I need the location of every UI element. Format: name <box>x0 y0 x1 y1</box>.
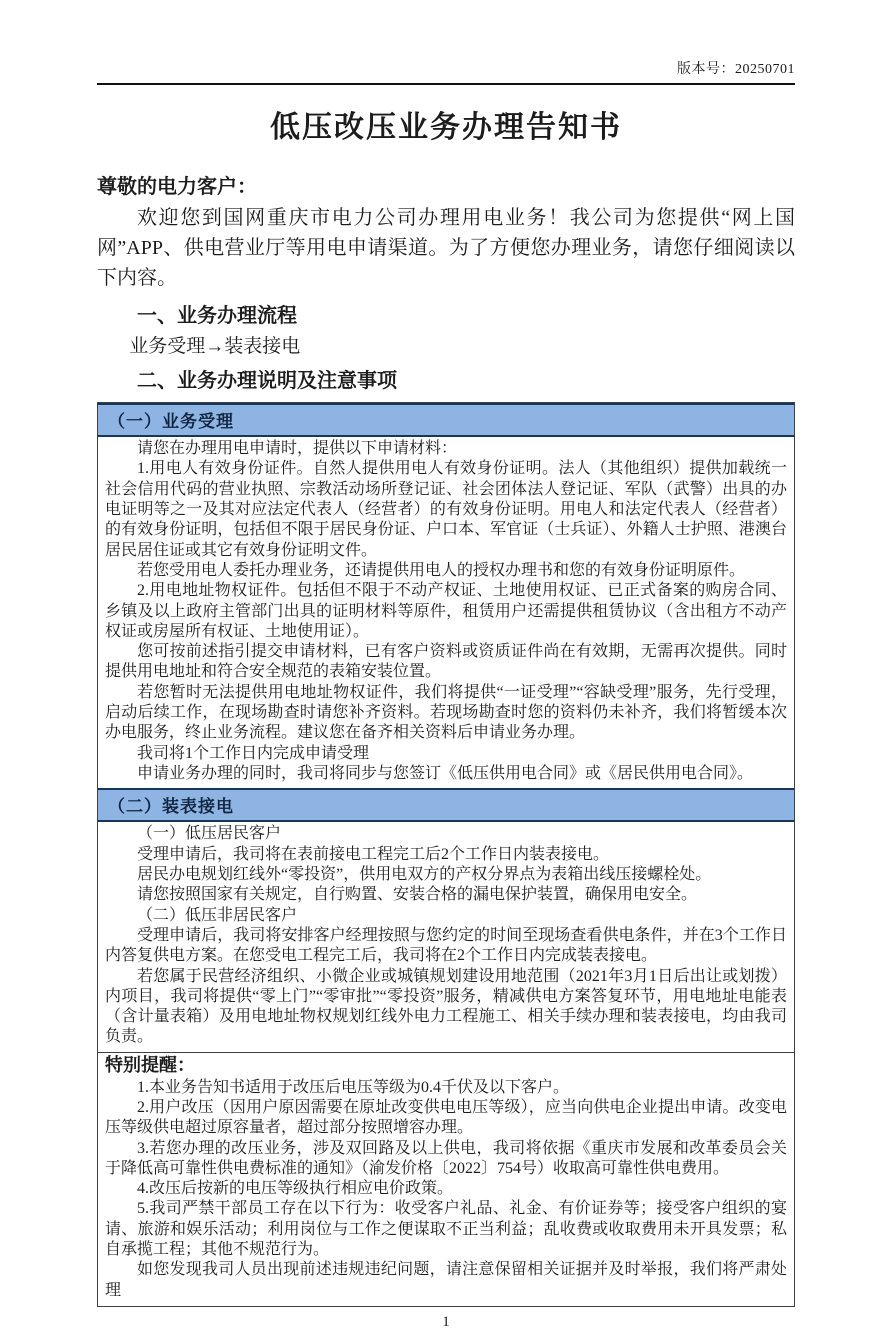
intro-paragraph: 欢迎您到国网重庆市电力公司办理用电业务！我公司为您提供“网上国网”APP、供电营业厅等用电申请渠道。为了方便您办理业务，请您仔细阅读以下内容。 <box>97 207 795 289</box>
paragraph: 若您属于民营经济组织、小微企业或城镇规划建设用地范围（2021年3月1日后出让或划拨）内项目，我司将提供“零上门”“零审批”“零投资”服务，精减供电方案答复环节，用电地址电能表（含计量表箱）及用电地址物权规划红线外电力工程施工、相关手续办理和装表接电，均由我司负责。 <box>105 967 787 1046</box>
paragraph: 1.本业务告知书适用于改压后电压等级为0.4千伏及以下客户。 <box>137 1078 570 1096</box>
paragraph: 请您按照国家有关规定，自行购置、安装合格的漏电保护装置，确保用电安全。 <box>137 886 698 904</box>
page-number: 1 <box>442 1314 450 1331</box>
paragraph: 4.改压后按新的电压等级执行相应电价政策。 <box>137 1180 454 1198</box>
paragraph: 若您暂时无法提供用电地址物权证件，我们将提供“一证受理”“容缺受理”服务，先行受理，启动后续工作，在现场勘查时请您补齐资料。若现场勘查时您的资料仍未补齐，我们将暂缓本次办电服务，终止业务流程。建议您在备齐相关资料后申请业务办理。 <box>105 683 787 742</box>
paragraph: 1.用电人有效身份证件。自然人提供用电人有效身份证明。法人（其他组织）提供加载统一社会信用代码的营业执照、宗教活动场所登记证、社会团体法人登记证、军队（武警）出具的办电证明等之一及其对应法定代表人（经营者）的有效身份证明。用电人和法定代表人（经营者）的有效身份证明，包括但不限于居民身份证、户口本、军官证（士兵证）、外籍人士护照、港澳台居民居住证或其它有效身份证明文件。 <box>105 460 787 559</box>
header-divider <box>97 83 795 85</box>
paragraph: 请您在办理用电申请时，提供以下申请材料： <box>137 440 458 457</box>
paragraph: 2.用户改压（因用户原因需要在原址改变供电电压等级），应当向供电企业提出申请。改变电压等级供电超过原容量者，超过部分按照增容办理。 <box>105 1098 787 1137</box>
section-header-meter-connection: （二）装表接电 <box>98 788 794 822</box>
notice-table <box>97 402 795 1307</box>
greeting: 尊敬的电力客户： <box>97 176 257 198</box>
special-reminder-heading: 特别提醒： <box>105 1054 195 1075</box>
outline-heading-1: 一、业务办理流程 <box>137 305 297 327</box>
outline-heading-2: 二、业务办理说明及注意事项 <box>137 370 397 392</box>
paragraph: 如您发现我司人员出现前述违规违纪问题，请注意保留相关证据并及时举报，我们将严肃处理 <box>105 1261 787 1299</box>
paragraph: 我司将1个工作日内完成申请受理 <box>137 744 370 762</box>
paragraph: 申请业务办理的同时，我司将同步与您签订《低压供用电合同》或《居民供用电合同》。 <box>137 765 754 782</box>
paragraph: 居民办电规划红线外“零投资”，供用电双方的产权分界点为表箱出线压接螺栓处。 <box>137 865 712 883</box>
section-header-acceptance: （一）业务受理 <box>98 403 794 437</box>
process-flow: 业务受理→装表接电 <box>129 336 301 357</box>
paragraph: 若您受用电人委托办理业务，还请提供用电人的授权办理书和您的有效身份证明原件。 <box>137 561 746 579</box>
section-body-meter-connection <box>98 822 794 1051</box>
paragraph: （一）低压居民客户 <box>137 825 282 843</box>
special-reminder-body <box>105 1078 787 1301</box>
paragraph: （二）低压非居民客户 <box>137 906 298 924</box>
section-body-acceptance <box>98 437 794 788</box>
paragraph: 受理申请后，我司将安排客户经理按照与您约定的时间至现场查看供电条件，并在3个工作日内答复供电方案。在您受电工程完工后，我司将在2个工作日内完成装表接电。 <box>105 926 787 965</box>
page-title: 低压改压业务办理告知书 <box>270 111 622 144</box>
paragraph: 2.用电地址物权证件。包括但不限于不动产权证、土地使用权证、已正式备案的购房合同、乡镇及以上政府主管部门出具的证明材料等原件，租赁用户还需提供租赁协议（含出租方不动产权证或房屋所有权证、土地使用证）。 <box>105 582 787 640</box>
version-number: 版本号：20250701 <box>677 62 795 77</box>
paragraph: 5.我司严禁干部员工存在以下行为：收受客户礼品、礼金、有价证券等；接受客户组织的宴请、旅游和娱乐活动；利用岗位与工作之便谋取不正当利益；乱收费或收取费用未开具发票；私自承揽工程；其他不规范行为。 <box>105 1200 787 1259</box>
paragraph: 3.若您办理的改压业务，涉及双回路及以上供电，我司将依据《重庆市发展和改革委员会关于降低高可靠性供电费标准的通知》（渝发价格〔2022〕754号）收取高可靠性供电费用。 <box>105 1139 787 1177</box>
paragraph: 受理申请后，我司将在表前接电工程完工后2个工作日内装表接电。 <box>137 845 610 863</box>
special-reminder-section <box>98 1052 794 1306</box>
paragraph: 您可按前述指引提交申请材料，已有客户资料或资质证件尚在有效期，无需再次提供。同时提供用电地址和符合安全规范的表箱安装位置。 <box>105 643 787 681</box>
